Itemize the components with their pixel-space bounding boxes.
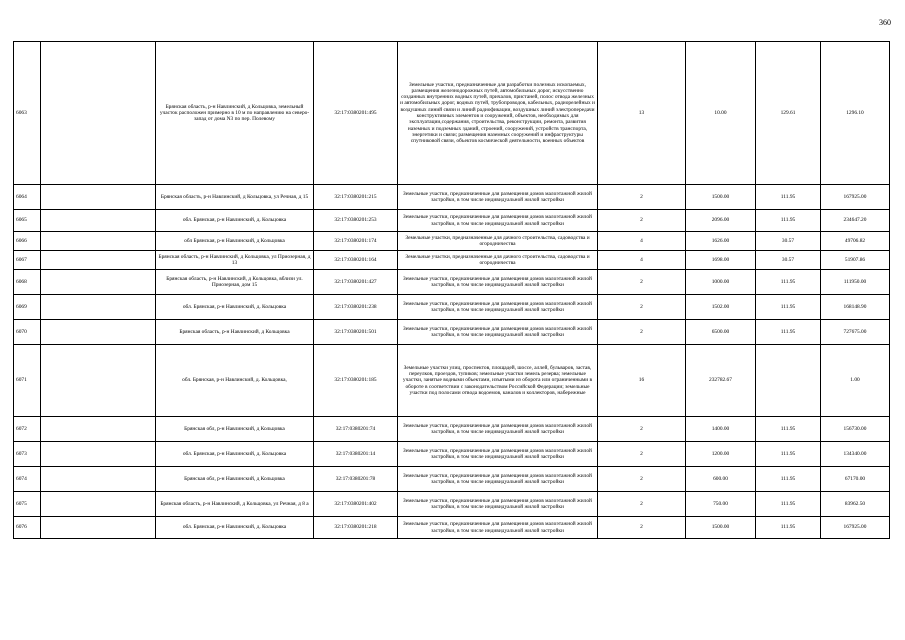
- area-cell: 750.00: [686, 492, 756, 517]
- category-cell: 2: [598, 270, 686, 295]
- cadastral-value-cell: 168148.90: [821, 295, 890, 320]
- land-use-cell: Земельные участки, предназначенные для размещения домов малоэтажной жилой застройки, в том числе индивидуальной жилой застройки: [398, 517, 598, 539]
- category-cell: 2: [598, 417, 686, 442]
- land-use-cell: Земельные участки, предназначенные для размещения домов малоэтажной жилой застройки, в том числе индивидуальной жилой застройки: [398, 185, 598, 210]
- blank-cell: [41, 442, 156, 467]
- category-cell: 4: [598, 232, 686, 251]
- cadastral-value-cell: 156730.00: [821, 417, 890, 442]
- land-use-cell: Земельные участки, предназначенные для разработки полезных ископаемых, размещения железнодорожных путей, автомобильных дорог, искусственно созданных внутренних водных путей, причалов, пристаней, полос отвода железных и автомобильных дорог, водных путей, трубопроводов, кабельных, радиорелейных и воздушных линий связи и линий радиофикации, воздушных линий электропередачи конструктивных элементов и сооружений, объектов, необходимых для эксплуатации,содержания, строительства, реконструкции, ремонта, развития наземных и подземных зданий, строений, сооружений, устройств транспорта, энергетики и связи; размещения наземных сооружений и инфраструктуры спутниковой связи, объектов космической деятельности, военных объектов: [398, 42, 598, 185]
- page-number: 360: [879, 18, 891, 27]
- cadastral-number-cell: 32:17:0380201:495: [314, 42, 398, 185]
- area-cell: 1000.00: [686, 270, 756, 295]
- record-number-cell: 6070: [14, 320, 41, 345]
- address-cell: обл. Брянская, р-н Навлинский, д. Кольцовка,: [156, 345, 314, 417]
- cadastral-value-cell: 51907.86: [821, 251, 890, 270]
- cadastral-value-cell: 111950.00: [821, 270, 890, 295]
- table-row: [14, 270, 890, 295]
- record-number-cell: 6067: [14, 251, 41, 270]
- cadastral-value-cell: 167925.00: [821, 517, 890, 539]
- category-cell: 2: [598, 492, 686, 517]
- blank-cell: [41, 492, 156, 517]
- record-number-cell: 6064: [14, 185, 41, 210]
- blank-cell: [41, 295, 156, 320]
- blank-cell: [41, 270, 156, 295]
- land-use-cell: Земельные участки, предназначенные для размещения домов малоэтажной жилой застройки, в том числе индивидуальной жилой застройки: [398, 295, 598, 320]
- address-cell: обл Брянская, р-н Навлинский, д Кольцовка: [156, 232, 314, 251]
- table-row: [14, 295, 890, 320]
- address-cell: Брянская область, р-н Навлинский, д Кольцовка, ул Речная, д 15: [156, 185, 314, 210]
- cadastral-number-cell: 32:17:0380201:174: [314, 232, 398, 251]
- area-cell: 10.00: [686, 42, 756, 185]
- blank-cell: [41, 467, 156, 492]
- category-cell: 16: [598, 345, 686, 417]
- land-use-cell: Земельные участки, предназначенные для размещения домов малоэтажной жилой застройки, в том числе индивидуальной жилой застройки: [398, 442, 598, 467]
- cadastral-value-cell: 1296.10: [821, 42, 890, 185]
- cadastral-value-cell: 67170.00: [821, 467, 890, 492]
- table-row: [14, 232, 890, 251]
- cadastral-value-cell: 134340.00: [821, 442, 890, 467]
- cadastral-number-cell: 32:17:0380201:253: [314, 210, 398, 232]
- record-number-cell: 6074: [14, 467, 41, 492]
- table-row: [14, 345, 890, 417]
- rate-cell: 111.95: [756, 295, 821, 320]
- table-body: [14, 42, 890, 539]
- record-number-cell: 6063: [14, 42, 41, 185]
- cadastral-number-cell: 32:17:0380201:164: [314, 251, 398, 270]
- rate-cell: 111.95: [756, 467, 821, 492]
- rate-cell: 111.95: [756, 492, 821, 517]
- table-row: [14, 467, 890, 492]
- record-number-cell: 6068: [14, 270, 41, 295]
- blank-cell: [41, 417, 156, 442]
- table-row: [14, 251, 890, 270]
- blank-cell: [41, 251, 156, 270]
- table-row: [14, 210, 890, 232]
- address-cell: обл. Брянская, р-н Навлинский, д. Кольцовка: [156, 442, 314, 467]
- blank-cell: [41, 185, 156, 210]
- blank-cell: [41, 232, 156, 251]
- address-cell: Брянская область, р-н Навлинский, д Кольцовка, вблизи ул. Приозерная, дом 15: [156, 270, 314, 295]
- address-cell: Брянская область, р-н Навлинский, д Кольцовка, ул Приозерная, д 13: [156, 251, 314, 270]
- cadastral-number-cell: 32:17:0380201:501: [314, 320, 398, 345]
- land-registry-table: [13, 41, 890, 539]
- category-cell: 2: [598, 467, 686, 492]
- address-cell: обл. Брянская, р-н Навлинский, д. Кольцовка: [156, 295, 314, 320]
- area-cell: 1500.00: [686, 517, 756, 539]
- cadastral-number-cell: 32:17:0380201:427: [314, 270, 398, 295]
- land-use-cell: Земельные участки, предназначенные для дачного строительства, садоводства и огородничества: [398, 251, 598, 270]
- area-cell: 2096.00: [686, 210, 756, 232]
- blank-cell: [41, 345, 156, 417]
- table-row: [14, 42, 890, 185]
- record-number-cell: 6075: [14, 492, 41, 517]
- rate-cell: 30.57: [756, 232, 821, 251]
- cadastral-number-cell: 32:17:0380201:218: [314, 517, 398, 539]
- table-row: [14, 417, 890, 442]
- cadastral-value-cell: 1.00: [821, 345, 890, 417]
- rate-cell: 111.95: [756, 417, 821, 442]
- cadastral-number-cell: 32:17:0380201:74: [314, 417, 398, 442]
- record-number-cell: 6071: [14, 345, 41, 417]
- area-cell: 6500.00: [686, 320, 756, 345]
- cadastral-value-cell: 49706.82: [821, 232, 890, 251]
- cadastral-number-cell: 32:17:0380201:238: [314, 295, 398, 320]
- address-cell: обл. Брянская, р-н Навлинский, д. Кольцовка: [156, 210, 314, 232]
- blank-cell: [41, 210, 156, 232]
- land-use-cell: Земельные участки, предназначенные для размещения домов малоэтажной жилой застройки, в том числе индивидуальной жилой застройки: [398, 467, 598, 492]
- area-cell: 600.00: [686, 467, 756, 492]
- category-cell: 4: [598, 251, 686, 270]
- address-cell: Брянская область, р-н Навлинский, д Кольцовка, ул Речная, д 8 а: [156, 492, 314, 517]
- area-cell: 1400.00: [686, 417, 756, 442]
- area-cell: 1500.00: [686, 185, 756, 210]
- table-row: [14, 320, 890, 345]
- blank-cell: [41, 42, 156, 185]
- rate-cell: 111.95: [756, 517, 821, 539]
- record-number-cell: 6069: [14, 295, 41, 320]
- category-cell: 2: [598, 320, 686, 345]
- record-number-cell: 6073: [14, 442, 41, 467]
- area-cell: 1502.00: [686, 295, 756, 320]
- cadastral-number-cell: 32:17:0380201:78: [314, 467, 398, 492]
- address-cell: Брянская обл, р-н Навлинский, д Кольцовка: [156, 467, 314, 492]
- cadastral-value-cell: 727675.00: [821, 320, 890, 345]
- rate-cell: 129.61: [756, 42, 821, 185]
- land-use-cell: Земельные участки улиц, проспектов, площадей, шоссе, аллей, бульваров, застав, переулков, проездов, тупиков; земельные участки земель резерва; земельные участки, занятые водными объектами, изъятыми из оборота или ограниченными в обороте в соответствии с законодательством Российской Федерации; земельные участки под полосами отвода водоемов, каналов и коллекторов, набережные: [398, 345, 598, 417]
- rate-cell: 111.95: [756, 210, 821, 232]
- blank-cell: [41, 320, 156, 345]
- rate-cell: [756, 345, 821, 417]
- cadastral-number-cell: 32:17:0380201:185: [314, 345, 398, 417]
- cadastral-number-cell: 32:17:0380201:14: [314, 442, 398, 467]
- land-use-cell: Земельные участки, предназначенные для размещения домов малоэтажной жилой застройки, в том числе индивидуальной жилой застройки: [398, 417, 598, 442]
- cadastral-value-cell: 83962.50: [821, 492, 890, 517]
- address-cell: Брянская обл, р-н Навлинский, д Кольцовка: [156, 417, 314, 442]
- rate-cell: 111.95: [756, 320, 821, 345]
- category-cell: 2: [598, 442, 686, 467]
- category-cell: 2: [598, 210, 686, 232]
- record-number-cell: 6072: [14, 417, 41, 442]
- land-use-cell: Земельные участки, предназначенные для размещения домов малоэтажной жилой застройки, в том числе индивидуальной жилой застройки: [398, 320, 598, 345]
- category-cell: 13: [598, 42, 686, 185]
- table-row: [14, 492, 890, 517]
- table-row: [14, 517, 890, 539]
- land-use-cell: Земельные участки, предназначенные для размещения домов малоэтажной жилой застройки, в том числе индивидуальной жилой застройки: [398, 270, 598, 295]
- address-cell: Брянская область, р-н Навлинский, д Кольцовка, земельный участок расположен примерно в 10 м по направлению на северо-запад от дома N3 по пер. Полевому: [156, 42, 314, 185]
- address-cell: обл. Брянская, р-н Навлинский, д. Кольцовка: [156, 517, 314, 539]
- category-cell: 2: [598, 517, 686, 539]
- area-cell: 1200.00: [686, 442, 756, 467]
- record-number-cell: 6065: [14, 210, 41, 232]
- table-row: [14, 185, 890, 210]
- blank-cell: [41, 517, 156, 539]
- rate-cell: 111.95: [756, 442, 821, 467]
- category-cell: 2: [598, 295, 686, 320]
- cadastral-value-cell: 234647.20: [821, 210, 890, 232]
- rate-cell: 30.57: [756, 251, 821, 270]
- table-row: [14, 442, 890, 467]
- land-use-cell: Земельные участки, предназначенные для размещения домов малоэтажной жилой застройки, в том числе индивидуальной жилой застройки: [398, 492, 598, 517]
- rate-cell: 111.95: [756, 185, 821, 210]
- address-cell: Брянская область, р-н Навлинский, д Кольцовка: [156, 320, 314, 345]
- area-cell: 232782.67: [686, 345, 756, 417]
- record-number-cell: 6076: [14, 517, 41, 539]
- land-use-cell: Земельные участки, предназначенные для дачного строительства, садоводства и огородничества: [398, 232, 598, 251]
- cadastral-value-cell: 167925.00: [821, 185, 890, 210]
- rate-cell: 111.95: [756, 270, 821, 295]
- area-cell: 1698.00: [686, 251, 756, 270]
- cadastral-number-cell: 32:17:0380201:402: [314, 492, 398, 517]
- record-number-cell: 6066: [14, 232, 41, 251]
- cadastral-number-cell: 32:17:0380201:215: [314, 185, 398, 210]
- area-cell: 1626.00: [686, 232, 756, 251]
- land-use-cell: Земельные участки, предназначенные для размещения домов малоэтажной жилой застройки, в том числе индивидуальной жилой застройки: [398, 210, 598, 232]
- category-cell: 2: [598, 185, 686, 210]
